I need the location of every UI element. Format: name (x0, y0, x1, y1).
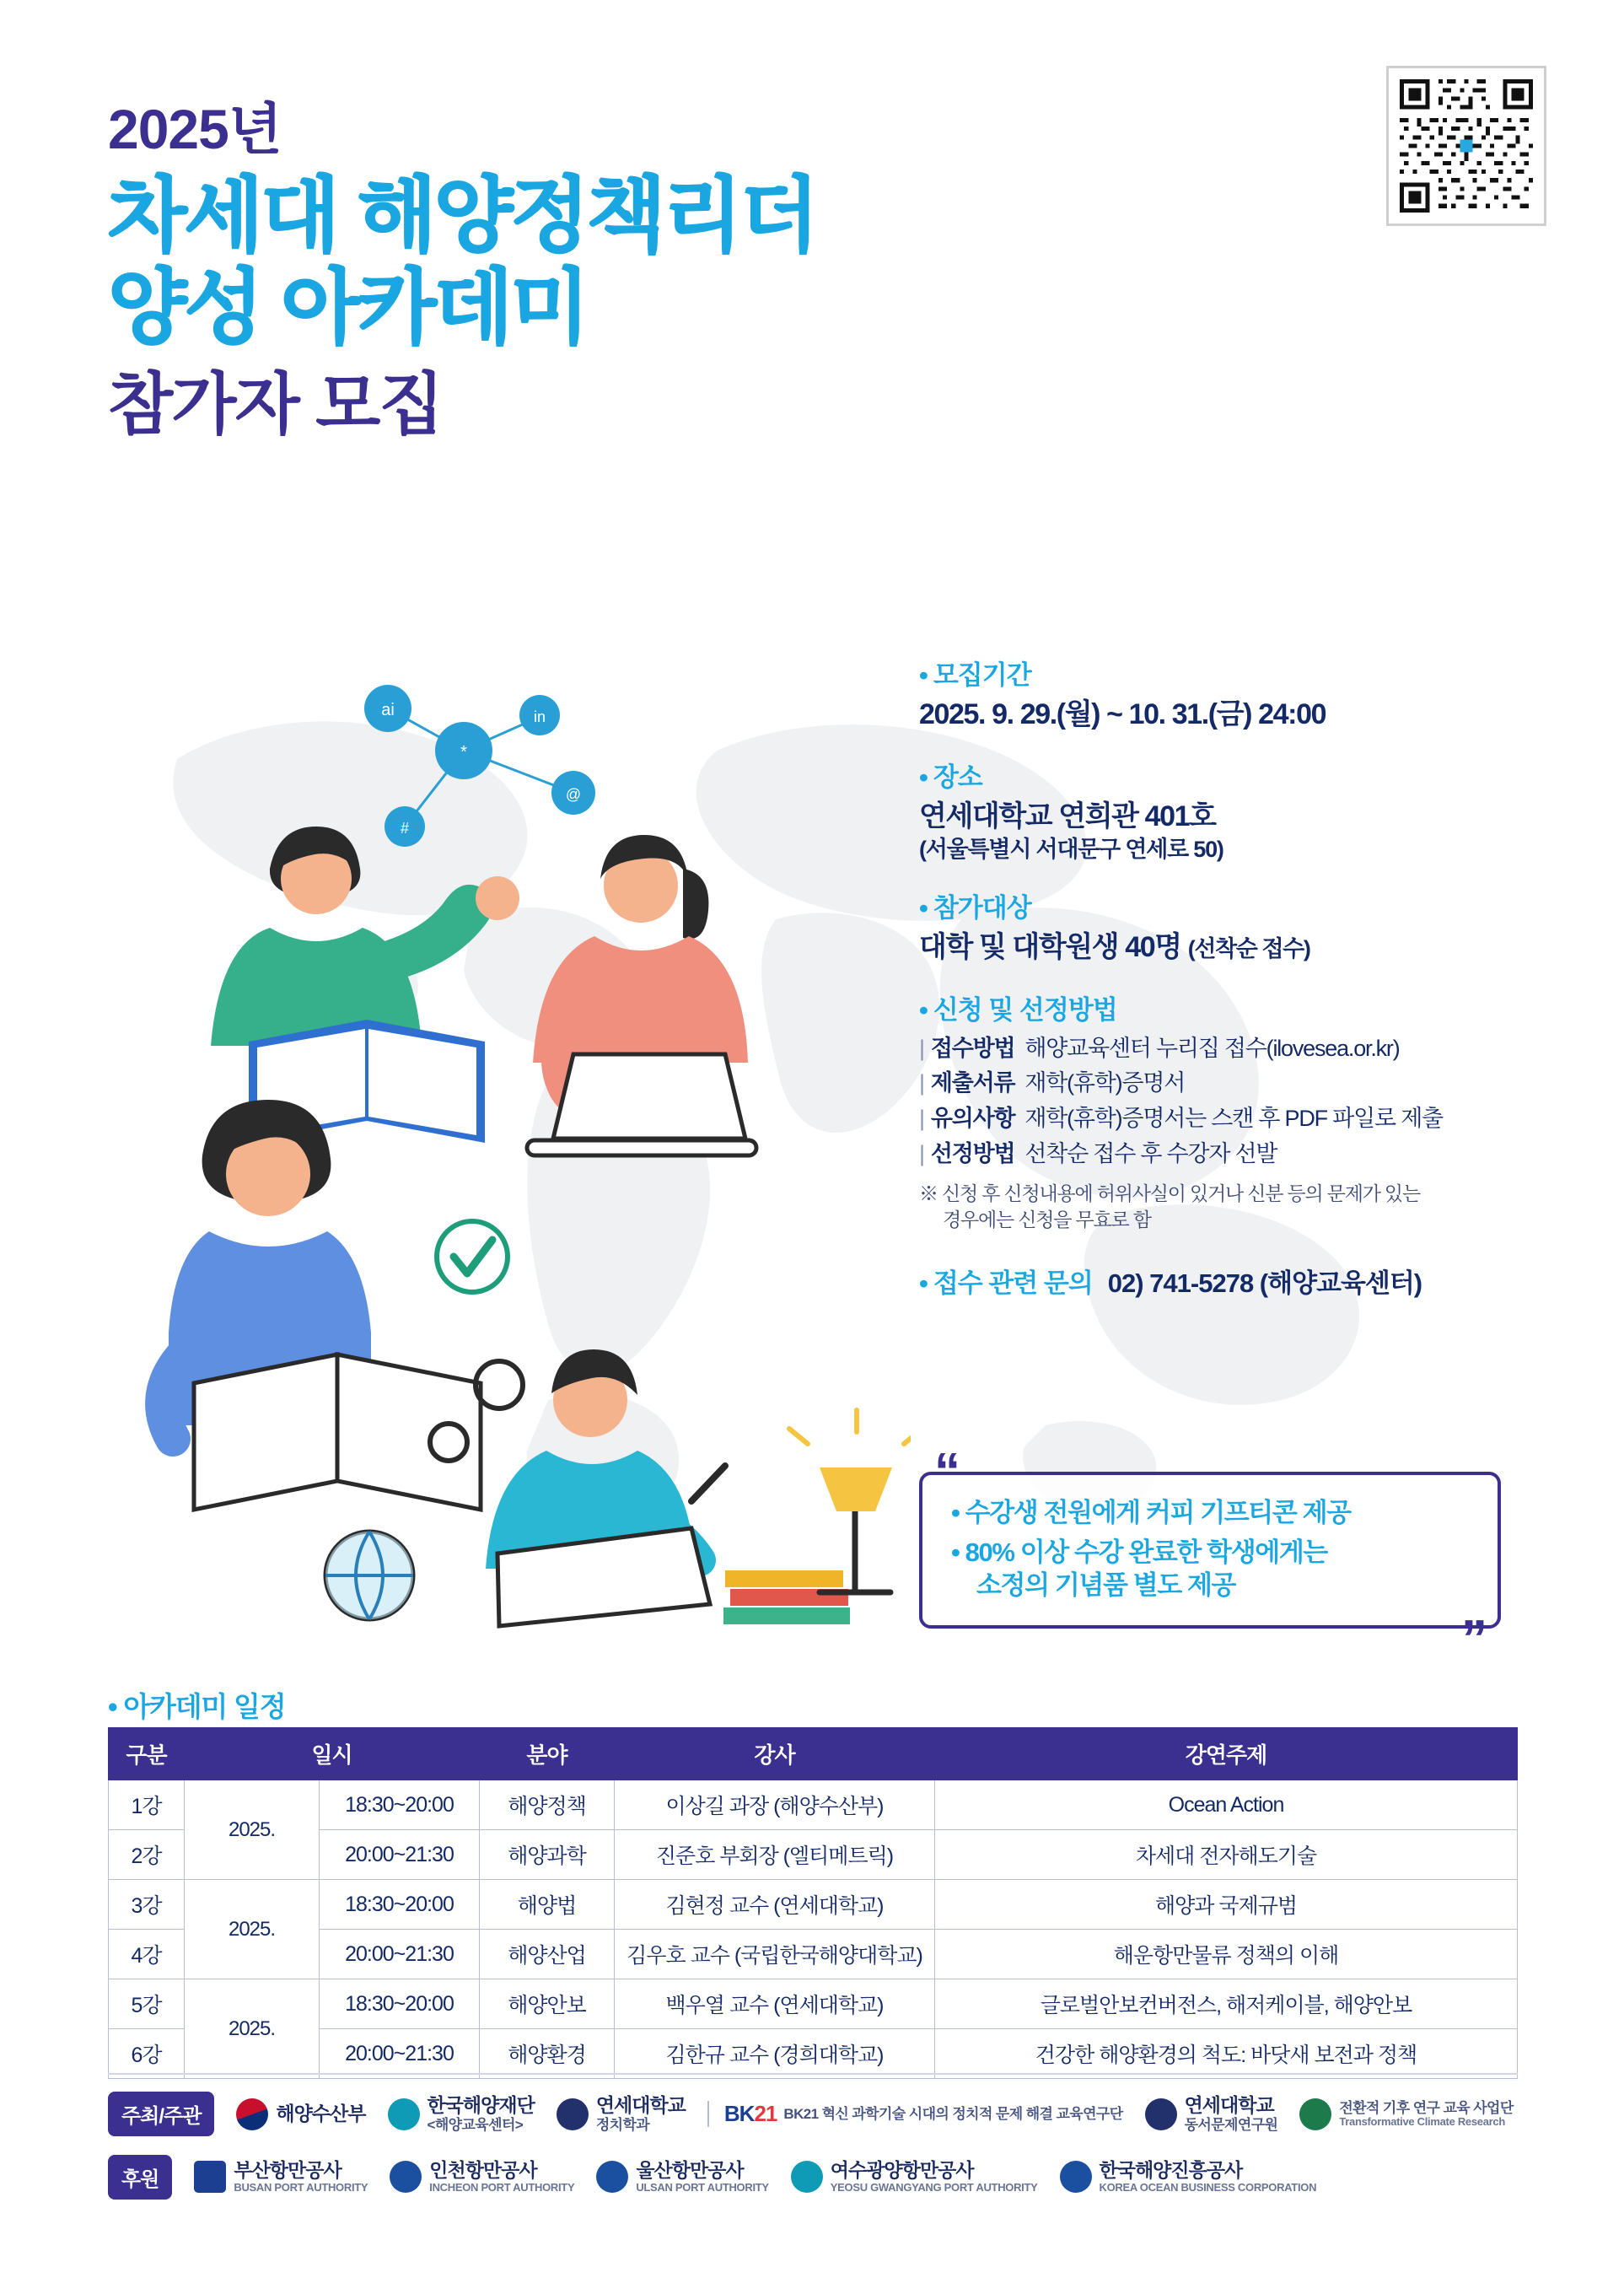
logo-bpa-eng: BUSAN PORT AUTHORITY (234, 2181, 368, 2194)
tcr-icon (1299, 2098, 1331, 2130)
row5-date: 2025. (185, 1979, 320, 2079)
quote-close-icon: ” (1461, 1610, 1487, 1669)
row2-time: 20:00~21:30 (320, 1830, 480, 1880)
logo-ipa-label: 인천항만공사 (429, 2159, 537, 2182)
logo-tcr-sub: Transformative Climate Research (1339, 2114, 1505, 2128)
logo-bk21 (707, 2101, 1123, 2127)
logo-upa-eng: ULSAN PORT AUTHORITY (636, 2181, 769, 2194)
svg-text:@: @ (565, 786, 582, 803)
logo-yonsei-ewi (1145, 2095, 1278, 2133)
logo-kof (388, 2095, 535, 2133)
row2-no: 2강 (109, 1830, 185, 1880)
row2-lecturer: 진준호 부회장 (엘티메트릭) (615, 1830, 935, 1880)
schedule-header-row (109, 1728, 1518, 1780)
apply-row-caution (919, 1101, 1568, 1137)
logo-ygpa (791, 2160, 1038, 2194)
upa-icon (596, 2161, 628, 2193)
host-tag: 주최/주관 (108, 2092, 214, 2136)
info-contact-label: • 접수 관련 문의 (919, 1262, 1093, 1300)
row3-time: 18:30~20:00 (320, 1880, 480, 1930)
apply-row-method-value: 해양교육센터 누리집 접수(ilovesea.or.kr) (1024, 1035, 1400, 1061)
apply-note (919, 1181, 1568, 1233)
bar-divider-icon: | (919, 1106, 924, 1132)
row5-no: 5강 (109, 1979, 185, 2029)
person-reading-book (211, 827, 519, 1143)
row3-field: 해양법 (480, 1880, 615, 1930)
benefit-line-2b: 소정의 기념품 별도 제공 (976, 1570, 1236, 1600)
row1-date: 2025. (185, 1780, 320, 1880)
apply-note-line1: ※ 신청 후 신청내용에 허위사실이 있거나 신분 등의 문제가 있는 (919, 1182, 1420, 1205)
row6-no: 6강 (109, 2029, 185, 2079)
info-target (919, 886, 1568, 967)
footer-logos (0, 2092, 1624, 2218)
poster-subtitle: 참가자 모집 (108, 366, 443, 442)
table-row (109, 1979, 1518, 2029)
info-period-value: 2025. 9. 29.(월) ~ 10. 31.(금) 24:00 (919, 698, 1326, 730)
logo-ipa-eng: INCHEON PORT AUTHORITY (429, 2181, 575, 2194)
logo-yonsei-politics-label: 연세대학교 (595, 2094, 686, 2117)
schedule-table (108, 1727, 1518, 2079)
info-period (919, 654, 1568, 734)
row6-field: 해양환경 (480, 2029, 615, 2079)
logo-tcr-label: 전환적 기후 연구 교육 사업단 (1339, 2099, 1514, 2116)
row2-topic: 차세대 전자해도기술 (935, 1830, 1518, 1880)
bar-divider-icon: | (919, 1070, 924, 1096)
info-place-address: (서울특별시 서대문구 연세로 50) (919, 837, 1223, 863)
apply-row-selection (919, 1137, 1568, 1172)
table-row (109, 1880, 1518, 1930)
row3-topic: 해양과 국제규범 (935, 1880, 1518, 1930)
logo-upa-label: 울산항만공사 (636, 2159, 744, 2182)
logo-yonsei-ewi-label: 연세대학교 (1184, 2094, 1274, 2117)
info-period-label: • 모집기간 (919, 654, 1568, 692)
apply-row-method-label: 접수방법 (930, 1035, 1015, 1061)
row4-no: 4강 (109, 1930, 185, 1979)
yonsei-emblem-icon (1145, 2098, 1177, 2130)
row6-topic: 건강한 해양환경의 척도: 바닷새 보전과 정책 (935, 2029, 1518, 2079)
apply-row-selection-value: 선착순 접수 후 수강자 선발 (1024, 1141, 1277, 1167)
table-row (109, 1830, 1518, 1880)
svg-text:#: # (400, 820, 410, 837)
apply-row-method (919, 1031, 1568, 1067)
poster-title-block (108, 98, 817, 442)
benefit-line-1: • 수강생 전원에게 커피 기프티콘 제공 (951, 1498, 1351, 1527)
row1-no: 1강 (109, 1780, 185, 1830)
apply-note-line2: 경우에는 신청을 무효로 함 (943, 1209, 1151, 1231)
info-apply (919, 988, 1568, 1233)
logo-ygpa-eng: YEOSU GWANGYANG PORT AUTHORITY (830, 2181, 1038, 2194)
sponsor-tag: 후원 (108, 2155, 172, 2200)
row1-time: 18:30~20:00 (320, 1780, 480, 1830)
info-target-note: (선착순 접수) (1187, 936, 1310, 962)
row3-lecturer: 김현정 교수 (연세대학교) (615, 1880, 935, 1930)
row4-lecturer: 김우호 교수 (국립한국해양대학교) (615, 1930, 935, 1979)
ipa-icon (390, 2161, 422, 2193)
benefit-line-2a: • 80% 이상 수강 완료한 학생에게는 (951, 1537, 1327, 1567)
bk21-mark: BK21 (723, 2101, 777, 2126)
info-place-label: • 장소 (919, 756, 1568, 794)
row5-topic: 글로벌안보컨버전스, 해저케이블, 해양안보 (935, 1979, 1518, 2029)
info-contact-value: 02) 741-5278 (해양교육센터) (1107, 1268, 1422, 1299)
row3-date: 2025. (185, 1880, 320, 1979)
logo-yonsei-politics-sub: 정치학과 (595, 2116, 650, 2133)
info-target-value (919, 929, 1568, 967)
col-header-datetime: 일시 (185, 1728, 480, 1780)
qr-code[interactable] (1386, 66, 1546, 226)
network-icon-group (364, 685, 595, 847)
poster-title-line1: 차세대 해양정책리더 (108, 170, 817, 261)
logo-yonsei-ewi-sub: 동서문제연구원 (1184, 2116, 1278, 2133)
logo-bpa-label: 부산항만공사 (234, 2159, 341, 2182)
logo-kof-sub: <해양교육센터> (427, 2116, 524, 2133)
logo-tcr (1299, 2098, 1513, 2130)
schedule-title: • 아카데미 일정 (108, 1685, 285, 1725)
apply-row-documents-value: 재학(휴학)증명서 (1024, 1070, 1186, 1096)
row5-lecturer: 백우열 교수 (연세대학교) (615, 1979, 935, 2029)
row1-topic: Ocean Action (935, 1780, 1518, 1830)
row1-lecturer: 이상길 과장 (해양수산부) (615, 1780, 935, 1830)
info-contact (919, 1262, 1568, 1300)
col-header-field: 분야 (480, 1728, 615, 1780)
people-illustration (101, 658, 911, 1670)
host-row (0, 2092, 1624, 2136)
col-header-topic: 강연주제 (935, 1728, 1518, 1780)
bpa-icon (194, 2161, 226, 2193)
col-header-no: 구분 (109, 1728, 185, 1780)
col-header-lecturer: 강사 (615, 1728, 935, 1780)
poster-title-line2: 양성 아카데미 (108, 261, 588, 353)
info-apply-label: • 신청 및 선정방법 (919, 988, 1568, 1026)
logo-kobc (1060, 2160, 1317, 2194)
bar-divider-icon: | (919, 1035, 924, 1061)
logo-mof-label: 해양수산부 (276, 2102, 366, 2124)
logo-kobc-label: 한국해양진흥공사 (1099, 2159, 1243, 2182)
info-target-main: 대학 및 대학원생 40명 (919, 931, 1181, 964)
row2-field: 해양과학 (480, 1830, 615, 1880)
kof-icon (388, 2098, 420, 2130)
benefit-line-2 (951, 1537, 1472, 1602)
row4-time: 20:00~21:30 (320, 1930, 480, 1979)
row4-field: 해양산업 (480, 1930, 615, 1979)
info-place (919, 756, 1568, 865)
bar-divider-icon: | (919, 1141, 924, 1167)
qr-code-icon (1395, 75, 1537, 217)
table-row (109, 1930, 1518, 1979)
benefits-box (919, 1443, 1501, 1669)
row6-lecturer: 김한규 교수 (경희대학교) (615, 2029, 935, 2079)
svg-text:*: * (460, 743, 467, 762)
ygpa-icon (791, 2161, 823, 2193)
row5-time: 18:30~20:00 (320, 1979, 480, 2029)
info-place-value: 연세대학교 연희관 401호 (919, 800, 1216, 832)
logo-mof (236, 2098, 365, 2130)
sponsor-row (0, 2155, 1624, 2200)
info-column (919, 654, 1568, 1300)
logo-ygpa-label: 여수광양항만공사 (830, 2159, 974, 2182)
person-woman-reading (163, 1100, 508, 1510)
person-with-laptop (527, 835, 756, 1155)
row3-no: 3강 (109, 1880, 185, 1930)
footer-divider (108, 2073, 1518, 2075)
apply-row-documents-label: 제출서류 (930, 1070, 1015, 1096)
logo-kobc-eng: KOREA OCEAN BUSINESS CORPORATION (1099, 2181, 1317, 2194)
row6-time: 20:00~21:30 (320, 2029, 480, 2079)
quote-open-icon: “ (934, 1443, 960, 1501)
row1-field: 해양정책 (480, 1780, 615, 1830)
row5-field: 해양안보 (480, 1979, 615, 2029)
svg-text:in: in (533, 708, 546, 725)
logo-bpa (194, 2160, 368, 2194)
row4-topic: 해운항만물류 정책의 이해 (935, 1930, 1518, 1979)
logo-upa (596, 2160, 768, 2194)
logo-kof-label: 한국해양재단 (427, 2094, 535, 2117)
table-row (109, 2029, 1518, 2079)
apply-row-caution-label: 유의사항 (930, 1106, 1015, 1132)
svg-text:ai: ai (381, 701, 395, 719)
info-target-label: • 참가대상 (919, 886, 1568, 924)
apply-row-documents (919, 1066, 1568, 1101)
apply-row-caution-value: 재학(휴학)증명서는 스캔 후 PDF 파일로 제출 (1024, 1106, 1443, 1132)
poster-year: 2025년 (108, 98, 282, 160)
apply-row-selection-label: 선정방법 (930, 1141, 1015, 1167)
logo-yonsei-politics (557, 2095, 686, 2133)
kobc-icon (1060, 2161, 1092, 2193)
table-row (109, 1780, 1518, 1830)
logo-bk21-sub: BK21 혁신 과학기술 시대의 정치적 문제 해결 교육연구단 (783, 2105, 1123, 2122)
yonsei-emblem-icon (557, 2098, 589, 2130)
korea-government-icon (236, 2098, 268, 2130)
logo-ipa (390, 2160, 574, 2194)
